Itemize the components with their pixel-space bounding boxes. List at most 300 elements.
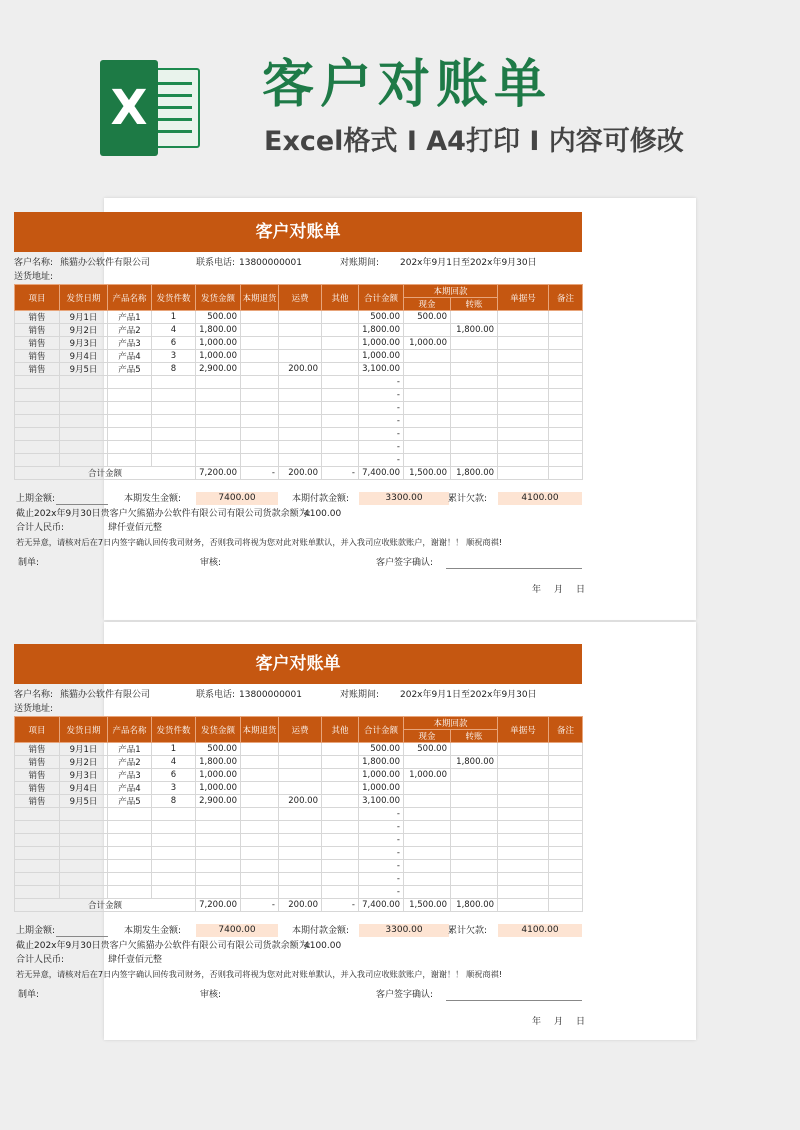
cell-item[interactable]: 销售 <box>15 350 60 363</box>
empty-cell[interactable] <box>404 441 451 454</box>
cell-amount[interactable]: 1,000.00 <box>196 350 241 363</box>
empty-cell[interactable] <box>108 415 152 428</box>
empty-cell[interactable] <box>549 847 583 860</box>
empty-cell[interactable]: - <box>359 873 404 886</box>
empty-cell[interactable] <box>241 376 279 389</box>
empty-cell[interactable] <box>108 389 152 402</box>
empty-cell[interactable] <box>279 389 322 402</box>
empty-cell[interactable] <box>196 834 241 847</box>
cell-item[interactable]: 销售 <box>15 337 60 350</box>
cell-return[interactable] <box>241 795 279 808</box>
empty-cell[interactable] <box>60 847 108 860</box>
cell-other[interactable] <box>322 311 359 324</box>
cell-qty[interactable]: 6 <box>152 337 196 350</box>
empty-cell[interactable] <box>498 873 549 886</box>
cell-product[interactable]: 产品4 <box>108 350 152 363</box>
cell-transfer[interactable]: 1,800.00 <box>451 324 498 337</box>
empty-cell[interactable] <box>322 860 359 873</box>
empty-cell[interactable] <box>279 886 322 899</box>
empty-cell[interactable] <box>279 428 322 441</box>
cell-cash[interactable]: 1,000.00 <box>404 769 451 782</box>
cell-date[interactable]: 9月4日 <box>60 350 108 363</box>
cell-freight[interactable] <box>279 743 322 756</box>
empty-cell[interactable] <box>241 415 279 428</box>
empty-cell[interactable] <box>241 860 279 873</box>
empty-cell[interactable] <box>241 454 279 467</box>
cell-qty[interactable]: 4 <box>152 324 196 337</box>
empty-cell[interactable] <box>404 821 451 834</box>
cell-item[interactable]: 销售 <box>15 756 60 769</box>
empty-cell[interactable] <box>60 415 108 428</box>
cell-date[interactable]: 9月2日 <box>60 756 108 769</box>
empty-cell[interactable] <box>60 376 108 389</box>
empty-cell[interactable] <box>322 886 359 899</box>
empty-cell[interactable] <box>279 847 322 860</box>
empty-cell[interactable] <box>196 808 241 821</box>
empty-cell[interactable] <box>322 454 359 467</box>
cell-qty[interactable]: 6 <box>152 769 196 782</box>
empty-cell[interactable] <box>451 402 498 415</box>
cell-qty[interactable]: 8 <box>152 795 196 808</box>
cell-cash[interactable] <box>404 324 451 337</box>
empty-cell[interactable] <box>152 886 196 899</box>
empty-cell[interactable] <box>498 402 549 415</box>
empty-cell[interactable] <box>241 402 279 415</box>
cell-return[interactable] <box>241 311 279 324</box>
empty-cell[interactable] <box>498 821 549 834</box>
empty-cell[interactable] <box>279 376 322 389</box>
cell-qty[interactable]: 3 <box>152 782 196 795</box>
cell-amount[interactable]: 1,800.00 <box>196 756 241 769</box>
empty-cell[interactable] <box>451 389 498 402</box>
empty-cell[interactable] <box>451 454 498 467</box>
empty-cell[interactable] <box>60 389 108 402</box>
cell-product[interactable]: 产品4 <box>108 782 152 795</box>
empty-cell[interactable] <box>196 376 241 389</box>
empty-cell[interactable] <box>404 415 451 428</box>
empty-cell[interactable] <box>404 860 451 873</box>
empty-cell[interactable] <box>404 402 451 415</box>
empty-cell[interactable] <box>108 808 152 821</box>
empty-cell[interactable] <box>15 860 60 873</box>
empty-cell[interactable] <box>108 886 152 899</box>
empty-cell[interactable] <box>241 873 279 886</box>
cell-return[interactable] <box>241 769 279 782</box>
empty-cell[interactable] <box>60 428 108 441</box>
cell-cash[interactable] <box>404 782 451 795</box>
empty-cell[interactable] <box>152 428 196 441</box>
empty-cell[interactable] <box>322 441 359 454</box>
cell-qty[interactable]: 4 <box>152 756 196 769</box>
empty-cell[interactable] <box>108 441 152 454</box>
cell-return[interactable] <box>241 782 279 795</box>
cell-note[interactable] <box>549 782 583 795</box>
empty-cell[interactable] <box>196 886 241 899</box>
cell-voucher[interactable] <box>498 756 549 769</box>
empty-cell[interactable] <box>108 847 152 860</box>
empty-cell[interactable] <box>279 834 322 847</box>
cell-item[interactable]: 销售 <box>15 743 60 756</box>
empty-cell[interactable]: - <box>359 428 404 441</box>
cell-freight[interactable] <box>279 350 322 363</box>
empty-cell[interactable] <box>322 808 359 821</box>
empty-cell[interactable] <box>152 847 196 860</box>
empty-cell[interactable] <box>108 821 152 834</box>
cell-transfer[interactable] <box>451 795 498 808</box>
empty-cell[interactable] <box>152 376 196 389</box>
cell-transfer[interactable] <box>451 337 498 350</box>
empty-cell[interactable] <box>549 389 583 402</box>
cell-product[interactable]: 产品2 <box>108 756 152 769</box>
empty-cell[interactable]: - <box>359 808 404 821</box>
cell-voucher[interactable] <box>498 311 549 324</box>
cell-return[interactable] <box>241 350 279 363</box>
empty-cell[interactable] <box>549 860 583 873</box>
cell-date[interactable]: 9月1日 <box>60 311 108 324</box>
empty-cell[interactable] <box>241 821 279 834</box>
empty-cell[interactable] <box>108 454 152 467</box>
cell-note[interactable] <box>549 311 583 324</box>
empty-cell[interactable] <box>196 860 241 873</box>
cell-return[interactable] <box>241 756 279 769</box>
cell-total[interactable]: 1,000.00 <box>359 350 404 363</box>
cell-transfer[interactable] <box>451 769 498 782</box>
empty-cell[interactable] <box>152 860 196 873</box>
cell-other[interactable] <box>322 769 359 782</box>
paid-amount-value[interactable]: 3300.00 <box>359 492 449 505</box>
cell-amount[interactable]: 1,800.00 <box>196 324 241 337</box>
empty-cell[interactable] <box>322 389 359 402</box>
empty-cell[interactable] <box>279 415 322 428</box>
empty-cell[interactable] <box>322 376 359 389</box>
cell-voucher[interactable] <box>498 795 549 808</box>
cell-return[interactable] <box>241 363 279 376</box>
cell-amount[interactable]: 500.00 <box>196 311 241 324</box>
empty-cell[interactable] <box>60 441 108 454</box>
empty-cell[interactable] <box>549 376 583 389</box>
cell-amount[interactable]: 1,000.00 <box>196 769 241 782</box>
empty-cell[interactable] <box>15 428 60 441</box>
cell-transfer[interactable] <box>451 782 498 795</box>
empty-cell[interactable] <box>108 376 152 389</box>
empty-cell[interactable] <box>404 873 451 886</box>
empty-cell[interactable] <box>549 415 583 428</box>
empty-cell[interactable] <box>15 847 60 860</box>
empty-cell[interactable] <box>15 834 60 847</box>
empty-cell[interactable] <box>451 376 498 389</box>
cell-total[interactable]: 1,800.00 <box>359 324 404 337</box>
empty-cell[interactable]: - <box>359 441 404 454</box>
empty-cell[interactable] <box>15 402 60 415</box>
cell-cash[interactable] <box>404 350 451 363</box>
empty-cell[interactable]: - <box>359 402 404 415</box>
empty-cell[interactable] <box>152 441 196 454</box>
cell-freight[interactable] <box>279 311 322 324</box>
cell-product[interactable]: 产品2 <box>108 324 152 337</box>
current-amount-value[interactable]: 7400.00 <box>196 924 278 937</box>
cell-other[interactable] <box>322 337 359 350</box>
cell-transfer[interactable]: 1,800.00 <box>451 756 498 769</box>
cell-cash[interactable]: 1,000.00 <box>404 337 451 350</box>
empty-cell[interactable] <box>451 873 498 886</box>
cell-voucher[interactable] <box>498 782 549 795</box>
cell-item[interactable]: 销售 <box>15 363 60 376</box>
cell-amount[interactable]: 500.00 <box>196 743 241 756</box>
cell-date[interactable]: 9月3日 <box>60 337 108 350</box>
cell-product[interactable]: 产品1 <box>108 311 152 324</box>
cell-date[interactable]: 9月2日 <box>60 324 108 337</box>
empty-cell[interactable] <box>15 873 60 886</box>
cell-qty[interactable]: 8 <box>152 363 196 376</box>
cell-freight[interactable] <box>279 324 322 337</box>
empty-cell[interactable] <box>196 821 241 834</box>
cell-amount[interactable]: 2,900.00 <box>196 795 241 808</box>
cell-transfer[interactable] <box>451 363 498 376</box>
empty-cell[interactable] <box>60 834 108 847</box>
cell-other[interactable] <box>322 350 359 363</box>
empty-cell[interactable] <box>279 808 322 821</box>
cell-cash[interactable] <box>404 795 451 808</box>
empty-cell[interactable] <box>241 847 279 860</box>
empty-cell[interactable] <box>404 886 451 899</box>
cell-freight[interactable] <box>279 769 322 782</box>
empty-cell[interactable] <box>451 834 498 847</box>
empty-cell[interactable] <box>498 376 549 389</box>
empty-cell[interactable] <box>451 860 498 873</box>
empty-cell[interactable] <box>60 402 108 415</box>
empty-cell[interactable] <box>549 886 583 899</box>
empty-cell[interactable]: - <box>359 415 404 428</box>
cell-date[interactable]: 9月4日 <box>60 782 108 795</box>
cell-qty[interactable]: 1 <box>152 743 196 756</box>
empty-cell[interactable] <box>322 821 359 834</box>
empty-cell[interactable] <box>279 441 322 454</box>
empty-cell[interactable]: - <box>359 860 404 873</box>
cell-return[interactable] <box>241 324 279 337</box>
empty-cell[interactable]: - <box>359 847 404 860</box>
empty-cell[interactable] <box>498 428 549 441</box>
cell-other[interactable] <box>322 795 359 808</box>
empty-cell[interactable] <box>196 847 241 860</box>
empty-cell[interactable] <box>152 402 196 415</box>
empty-cell[interactable] <box>241 808 279 821</box>
empty-cell[interactable] <box>404 808 451 821</box>
cell-item[interactable]: 销售 <box>15 311 60 324</box>
cell-cash[interactable]: 500.00 <box>404 743 451 756</box>
empty-cell[interactable] <box>404 454 451 467</box>
empty-cell[interactable] <box>498 860 549 873</box>
cell-cash[interactable] <box>404 756 451 769</box>
empty-cell[interactable] <box>15 415 60 428</box>
cell-total[interactable]: 1,800.00 <box>359 756 404 769</box>
empty-cell[interactable] <box>196 389 241 402</box>
cell-other[interactable] <box>322 743 359 756</box>
cell-total[interactable]: 3,100.00 <box>359 795 404 808</box>
empty-cell[interactable] <box>498 886 549 899</box>
cell-product[interactable]: 产品5 <box>108 795 152 808</box>
cell-voucher[interactable] <box>498 337 549 350</box>
cell-amount[interactable]: 1,000.00 <box>196 337 241 350</box>
cell-voucher[interactable] <box>498 324 549 337</box>
cell-product[interactable]: 产品5 <box>108 363 152 376</box>
empty-cell[interactable] <box>15 389 60 402</box>
cell-qty[interactable]: 3 <box>152 350 196 363</box>
empty-cell[interactable]: - <box>359 454 404 467</box>
cell-date[interactable]: 9月1日 <box>60 743 108 756</box>
cell-freight[interactable] <box>279 782 322 795</box>
empty-cell[interactable] <box>152 454 196 467</box>
empty-cell[interactable] <box>60 821 108 834</box>
empty-cell[interactable] <box>451 441 498 454</box>
cell-total[interactable]: 1,000.00 <box>359 769 404 782</box>
empty-cell[interactable] <box>451 808 498 821</box>
empty-cell[interactable] <box>152 873 196 886</box>
cell-freight[interactable]: 200.00 <box>279 795 322 808</box>
empty-cell[interactable] <box>241 441 279 454</box>
empty-cell[interactable] <box>549 873 583 886</box>
empty-cell[interactable] <box>108 873 152 886</box>
empty-cell[interactable] <box>279 860 322 873</box>
empty-cell[interactable] <box>196 415 241 428</box>
cell-note[interactable] <box>549 324 583 337</box>
empty-cell[interactable]: - <box>359 821 404 834</box>
empty-cell[interactable] <box>196 454 241 467</box>
empty-cell[interactable] <box>15 808 60 821</box>
empty-cell[interactable] <box>279 873 322 886</box>
cell-total[interactable]: 500.00 <box>359 743 404 756</box>
cell-transfer[interactable] <box>451 311 498 324</box>
signature-line[interactable] <box>446 568 582 569</box>
empty-cell[interactable] <box>108 428 152 441</box>
empty-cell[interactable] <box>196 402 241 415</box>
cell-freight[interactable]: 200.00 <box>279 363 322 376</box>
cell-cash[interactable]: 500.00 <box>404 311 451 324</box>
empty-cell[interactable] <box>549 428 583 441</box>
cell-freight[interactable] <box>279 337 322 350</box>
empty-cell[interactable] <box>404 847 451 860</box>
cell-amount[interactable]: 2,900.00 <box>196 363 241 376</box>
cell-transfer[interactable] <box>451 350 498 363</box>
empty-cell[interactable] <box>196 428 241 441</box>
empty-cell[interactable] <box>498 389 549 402</box>
owed-amount-value[interactable]: 4100.00 <box>498 492 582 505</box>
empty-cell[interactable]: - <box>359 389 404 402</box>
empty-cell[interactable] <box>241 834 279 847</box>
empty-cell[interactable] <box>152 389 196 402</box>
empty-cell[interactable] <box>451 886 498 899</box>
empty-cell[interactable] <box>152 834 196 847</box>
cell-total[interactable]: 1,000.00 <box>359 337 404 350</box>
cell-transfer[interactable] <box>451 743 498 756</box>
empty-cell[interactable] <box>152 821 196 834</box>
empty-cell[interactable] <box>108 402 152 415</box>
empty-cell[interactable] <box>60 860 108 873</box>
cell-other[interactable] <box>322 756 359 769</box>
empty-cell[interactable] <box>152 415 196 428</box>
cell-date[interactable]: 9月3日 <box>60 769 108 782</box>
cell-date[interactable]: 9月5日 <box>60 795 108 808</box>
empty-cell[interactable] <box>404 428 451 441</box>
cell-item[interactable]: 销售 <box>15 769 60 782</box>
cell-other[interactable] <box>322 324 359 337</box>
signature-line[interactable] <box>446 1000 582 1001</box>
empty-cell[interactable] <box>241 886 279 899</box>
empty-cell[interactable] <box>549 808 583 821</box>
empty-cell[interactable] <box>549 821 583 834</box>
cell-note[interactable] <box>549 756 583 769</box>
empty-cell[interactable] <box>15 821 60 834</box>
empty-cell[interactable] <box>549 402 583 415</box>
empty-cell[interactable] <box>15 376 60 389</box>
cell-voucher[interactable] <box>498 363 549 376</box>
empty-cell[interactable] <box>241 389 279 402</box>
cell-total[interactable]: 500.00 <box>359 311 404 324</box>
empty-cell[interactable] <box>549 441 583 454</box>
cell-note[interactable] <box>549 337 583 350</box>
empty-cell[interactable] <box>404 376 451 389</box>
empty-cell[interactable] <box>404 389 451 402</box>
cell-freight[interactable] <box>279 756 322 769</box>
cell-note[interactable] <box>549 350 583 363</box>
empty-cell[interactable] <box>322 402 359 415</box>
empty-cell[interactable] <box>451 428 498 441</box>
cell-voucher[interactable] <box>498 743 549 756</box>
empty-cell[interactable] <box>322 415 359 428</box>
empty-cell[interactable]: - <box>359 886 404 899</box>
empty-cell[interactable] <box>451 415 498 428</box>
paid-amount-value[interactable]: 3300.00 <box>359 924 449 937</box>
empty-cell[interactable] <box>322 873 359 886</box>
cell-return[interactable] <box>241 337 279 350</box>
cell-product[interactable]: 产品3 <box>108 337 152 350</box>
empty-cell[interactable] <box>404 834 451 847</box>
cell-amount[interactable]: 1,000.00 <box>196 782 241 795</box>
empty-cell[interactable] <box>15 454 60 467</box>
empty-cell[interactable] <box>279 402 322 415</box>
cell-note[interactable] <box>549 743 583 756</box>
empty-cell[interactable] <box>279 454 322 467</box>
empty-cell[interactable] <box>279 821 322 834</box>
empty-cell[interactable] <box>15 441 60 454</box>
empty-cell[interactable] <box>108 834 152 847</box>
empty-cell[interactable] <box>15 886 60 899</box>
empty-cell[interactable] <box>549 454 583 467</box>
empty-cell[interactable] <box>322 428 359 441</box>
current-amount-value[interactable]: 7400.00 <box>196 492 278 505</box>
cell-product[interactable]: 产品1 <box>108 743 152 756</box>
empty-cell[interactable] <box>322 847 359 860</box>
empty-cell[interactable]: - <box>359 376 404 389</box>
empty-cell[interactable] <box>498 834 549 847</box>
empty-cell[interactable] <box>498 808 549 821</box>
owed-amount-value[interactable]: 4100.00 <box>498 924 582 937</box>
empty-cell[interactable] <box>196 873 241 886</box>
cell-voucher[interactable] <box>498 769 549 782</box>
cell-qty[interactable]: 1 <box>152 311 196 324</box>
cell-total[interactable]: 1,000.00 <box>359 782 404 795</box>
cell-other[interactable] <box>322 782 359 795</box>
empty-cell[interactable] <box>60 808 108 821</box>
empty-cell[interactable] <box>152 808 196 821</box>
empty-cell[interactable] <box>60 873 108 886</box>
empty-cell[interactable] <box>498 441 549 454</box>
empty-cell[interactable]: - <box>359 834 404 847</box>
empty-cell[interactable] <box>498 847 549 860</box>
cell-note[interactable] <box>549 363 583 376</box>
empty-cell[interactable] <box>108 860 152 873</box>
cell-voucher[interactable] <box>498 350 549 363</box>
empty-cell[interactable] <box>241 428 279 441</box>
